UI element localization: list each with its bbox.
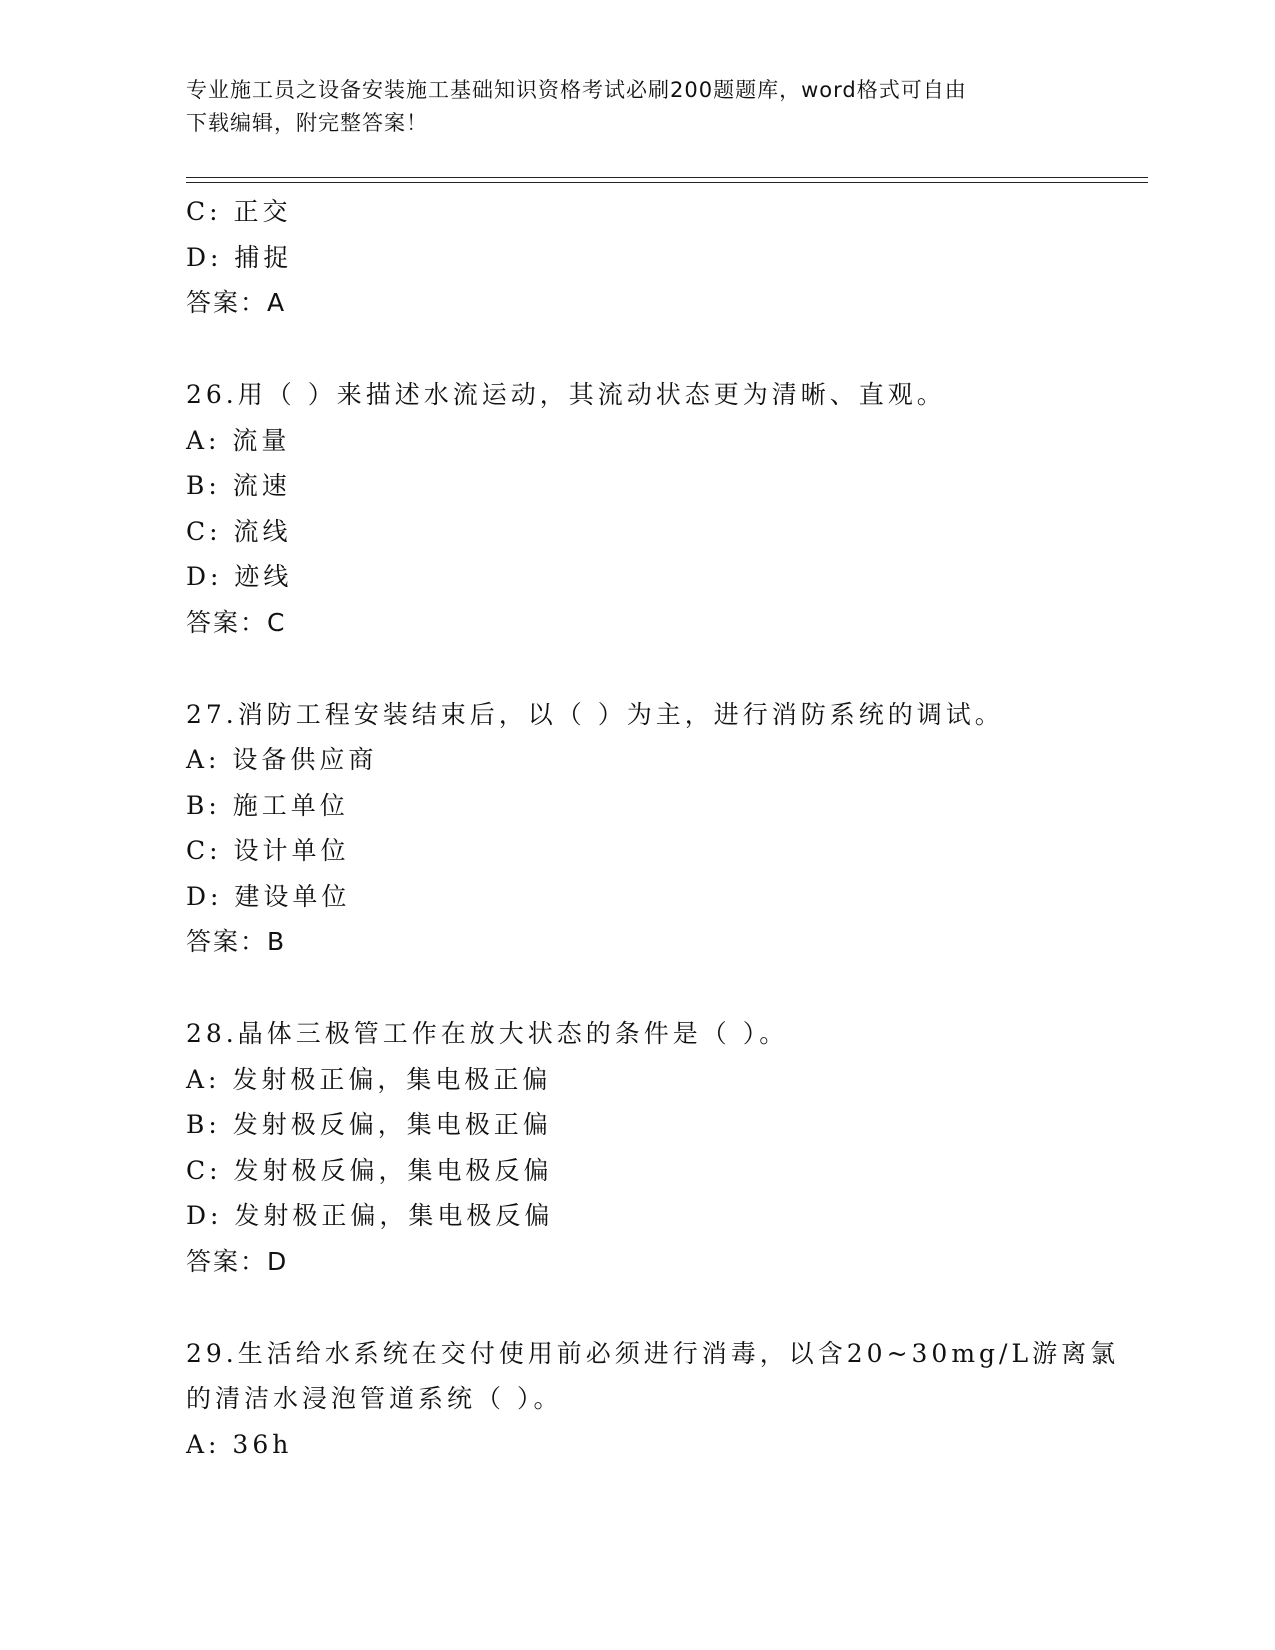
header-rule-top [186, 177, 1148, 178]
option-d: D: 迹线 [186, 562, 293, 591]
question-text-line-2: 的清洁水浸泡管道系统（ ）。 [186, 1384, 563, 1413]
option-c: C: 设计单位 [186, 836, 350, 865]
document-header [186, 74, 1066, 140]
option-c: C: 流线 [186, 516, 292, 546]
option-a: A: 发射极正偏，集电极正偏 [186, 1064, 552, 1094]
spacer [186, 965, 1086, 1011]
option-b: B: 施工单位 [186, 790, 349, 820]
spacer [186, 326, 1086, 372]
option-a: A: 设备供应商 [186, 745, 378, 774]
header-line-1: 专业施工员之设备安装施工基础知识资格考试必刷200题题库，word格式可自由 [186, 78, 967, 102]
option-b: B: 流速 [186, 471, 291, 500]
answer: 答案：C [186, 607, 287, 637]
option-d: D: 发射极正偏，集电极反偏 [186, 1201, 554, 1230]
option-c: C: 发射极反偏，集电极反偏 [186, 1155, 553, 1185]
header-line-2: 下载编辑，附完整答案！ [186, 111, 428, 135]
option-d: D: 捕捉 [186, 242, 293, 272]
header-rule-bottom [186, 182, 1148, 183]
question-25 [186, 189, 1086, 326]
question-text: 28.晶体三极管工作在放大状态的条件是（ ）。 [186, 1019, 789, 1048]
option-a: A: 36h [186, 1429, 293, 1459]
question-text-line-1: 29.生活给水系统在交付使用前必须进行消毒，以含20~30mg/L游离氯 [186, 1338, 1120, 1368]
question-28 [186, 1011, 1086, 1285]
question-list [186, 189, 1120, 1467]
option-c: C: 正交 [186, 197, 292, 226]
answer: 答案：A [186, 288, 287, 317]
spacer [186, 646, 1086, 692]
question-text: 27.消防工程安装结束后，以（ ）为主，进行消防系统的调试。 [186, 699, 1004, 729]
question-29 [186, 1331, 1120, 1468]
answer: 答案：D [186, 1246, 289, 1276]
question-text: 26.用（ ）来描述水流运动，其流动状态更为清晰、直观。 [186, 380, 946, 409]
spacer [186, 1285, 1086, 1331]
answer: 答案：B [186, 927, 287, 956]
question-26 [186, 372, 1086, 646]
question-27 [186, 692, 1086, 966]
option-d: D: 建设单位 [186, 881, 351, 911]
option-a: A: 流量 [186, 425, 291, 455]
option-b: B: 发射极反偏，集电极正偏 [186, 1110, 552, 1139]
